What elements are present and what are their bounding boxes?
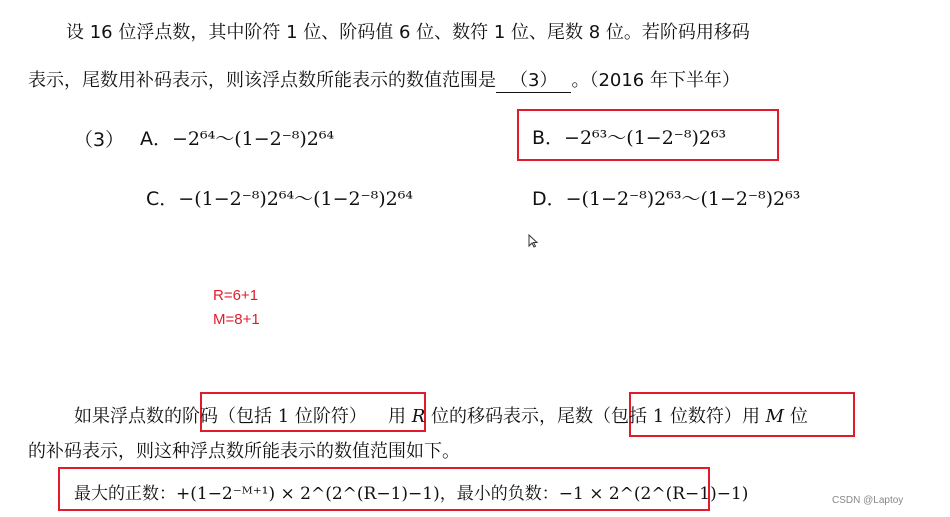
min-label: ，最小的负数： <box>439 484 559 504</box>
min-expression: −1 × 2^(2^(R−1)−1) <box>558 484 749 504</box>
note-r: R=6+1 <box>213 287 259 304</box>
explanation-line-1 <box>74 402 808 428</box>
max-expression: +(1−2⁻ᴹ⁺¹) × 2^(2^(R−1)−1) <box>176 484 440 504</box>
explanation-end: 位 <box>784 406 808 427</box>
explanation-start: 如果浮点数的 <box>74 406 182 427</box>
option-c <box>146 184 413 211</box>
exponent-text: 阶码（包括 1 位阶符） <box>182 406 367 427</box>
answer-blank: （3） <box>496 66 571 93</box>
explanation-mid-3: 用 <box>741 406 766 427</box>
range-formula <box>74 479 748 504</box>
mouse-cursor-icon <box>528 234 538 248</box>
option-a-expr: −2⁶⁴～(1−2⁻⁸)2⁶⁴ <box>172 128 335 150</box>
question-line-2-prefix: 表示，尾数用补码表示，则该浮点数所能表示的数值范围是 <box>28 70 496 91</box>
question-line-2-suffix: 。（2016 年下半年） <box>571 70 740 91</box>
question-number: （3） <box>74 129 125 151</box>
explanation-line-2: 的补码表示，则这种浮点数所能表示的数值范围如下。 <box>28 441 460 462</box>
watermark: CSDN @Laptoy <box>832 495 904 506</box>
option-a <box>140 124 334 151</box>
option-b-label: B． <box>532 127 565 149</box>
option-c-expr: −(1−2⁻⁸)2⁶⁴～(1−2⁻⁸)2⁶⁴ <box>178 188 413 210</box>
option-a-label: A． <box>140 128 172 150</box>
question-line-1: 设 16 位浮点数，其中阶符 1 位、阶码值 6 位、数符 1 位、尾数 8 位。若阶码用移码 <box>66 22 750 43</box>
option-b-expr: −2⁶³～(1−2⁻⁸)2⁶³ <box>564 127 727 149</box>
option-b <box>532 123 726 150</box>
note-m: M=8+1 <box>213 311 260 328</box>
option-d-expr: −(1−2⁻⁸)2⁶³～(1−2⁻⁸)2⁶³ <box>565 188 801 210</box>
explanation-mid-2: 位的移码表示， <box>425 406 558 427</box>
r-variable: R <box>411 406 426 427</box>
option-d <box>532 184 800 211</box>
m-variable: M <box>765 406 785 427</box>
option-d-label: D． <box>532 188 566 210</box>
max-label: 最大的正数： <box>74 484 176 504</box>
option-c-label: C． <box>146 188 179 210</box>
question-line-2 <box>28 66 740 93</box>
explanation-mid-1: 用 <box>388 406 412 427</box>
mantissa-text: 尾数（包括 1 位数符） <box>557 406 742 427</box>
